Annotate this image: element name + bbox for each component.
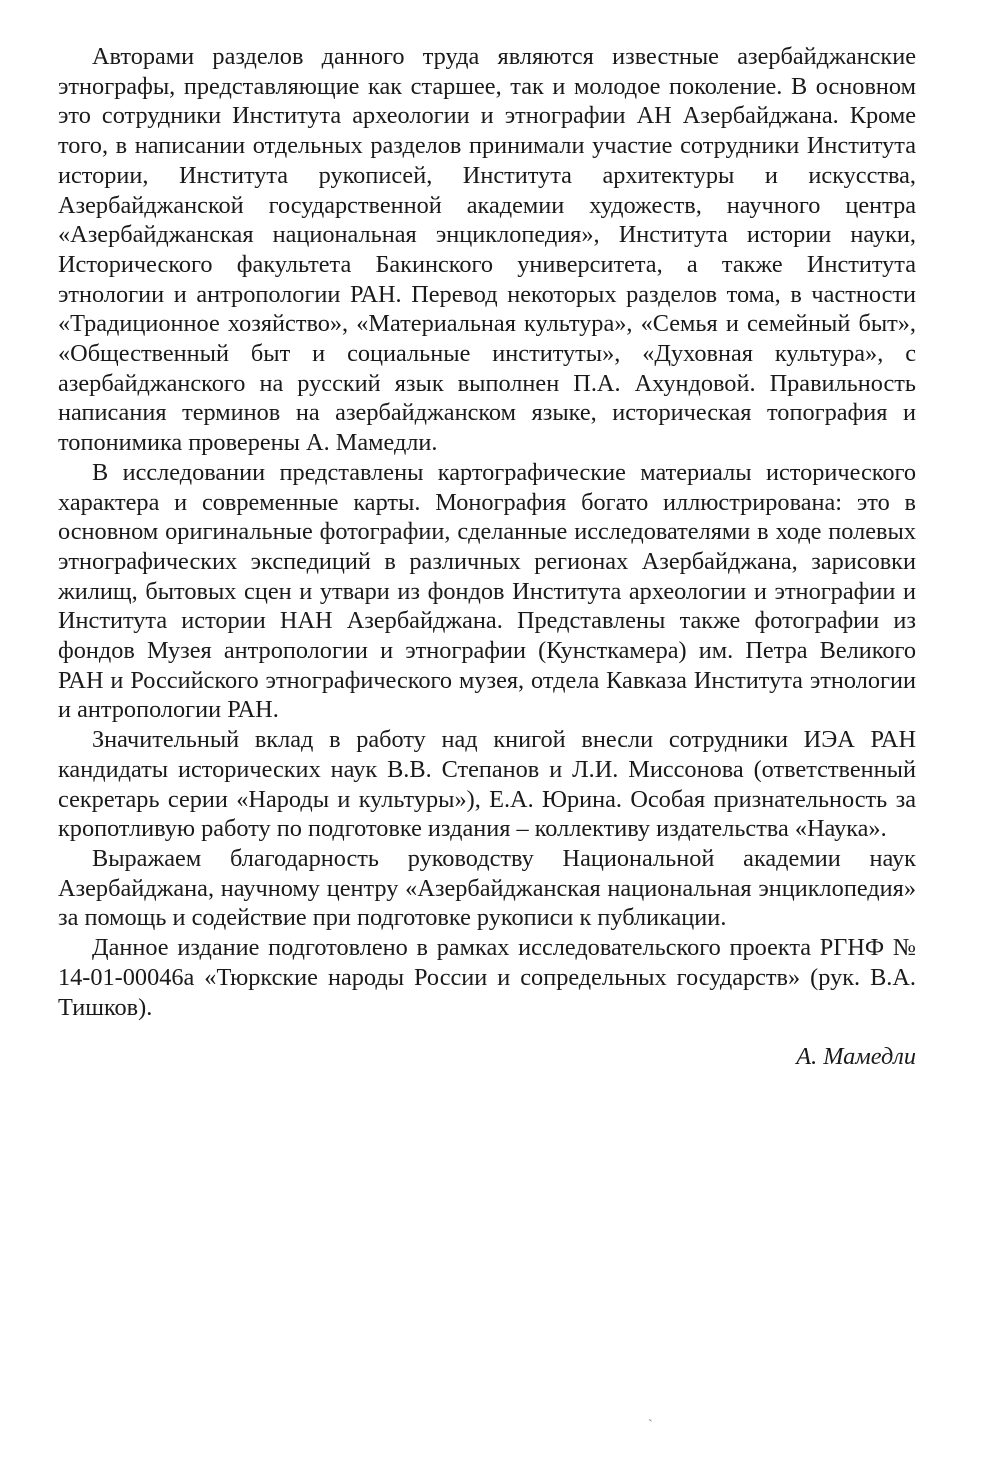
document-page [58,42,916,1072]
paragraph-project: Данное издание подготовлено в рамках исследовательского проекта РГНФ № 14-01-00046а «Тюркские народы России и сопредельных государств» (рук. В.А. Тишков). [58,934,916,1021]
page-speck: ` [648,1418,653,1433]
paragraph-acknowledgement-staff: Значительный вклад в работу над книгой внесли сотрудники ИЭА РАН кандидаты исторических наук В.В. Степанов и Л.И. Миссонова (ответственный секретарь серии «Народы и культуры»), Е.А. Юрина. Особая признательность за кропотливую работу по подготовке издания – коллективу издательства «Наука». [58,726,916,843]
paragraph-acknowledgement-academy: Выражаем благодарность руководству Национальной академии наук Азербайджана, научному центру «Азербайджанская национальная энциклопедия» за помощь и содействие при подготовке рукописи к публикации. [58,844,916,932]
author-signature: А. Мамедли [796,1043,916,1071]
paragraph-illustrations: В исследовании представлены картографические материалы исторического характера и современные карты. Монография богато иллюстрирована: это в основном оригинальные фотографии, сделанные исследователями в ходе полевых этнографических экспедиций в различных регионах Азербайджана, зарисовки жилищ, бытовых сцен и утвари из фондов Института археологии и этнографии и Института истории НАН Азербайджана. Представлены также фотографии из фондов Музея антропологии и этнографии (Кунсткамера) им. Петра Великого РАН и Российского этнографического музея, отдела Кавказа Института этнологии и антропологии РАН. [58,458,916,724]
paragraph-authors: Авторами разделов данного труда являются известные азербайджанские этнографы, представляющие как старшее, так и молодое поколение. В основном это сотрудники Института археологии и этнографии АН Азербайджана. Кроме того, в написании отдельных разделов принимали участие сотрудники Института истории, Института рукописей, Института архитектуры и искусства, Азербайджанской государственной академии художеств, научного центра «Азербайджанская национальная энциклопедия», Института истории науки, Исторического факультета Бакинского университета, а также Института этнологии и антропологии РАН. Перевод некоторых разделов тома, в частности «Традиционное хозяйство», «Материальная культура», «Семья и семейный быт», «Общественный быт и социальные институты», «Духовная культура», с азербайджанского на русский язык выполнен П.А. Ахундовой. Правильность написания терминов на азербайджанском языке, историческая топография и топонимика проверены А. Мамедли. [58,43,916,457]
